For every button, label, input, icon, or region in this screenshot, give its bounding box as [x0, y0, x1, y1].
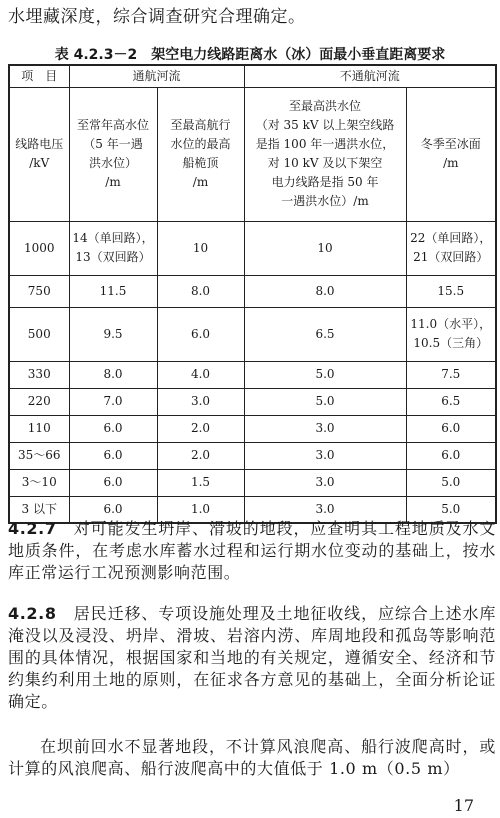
cell-value: 5.0 [244, 361, 406, 388]
cell-value: 6.0 [69, 469, 157, 496]
page-number: 17 [453, 796, 474, 815]
clause-4-2-7 [8, 518, 496, 584]
cell-value: 8.0 [244, 275, 406, 307]
cell-value: 8.0 [157, 275, 244, 307]
cell-value: 4.0 [157, 361, 244, 388]
cell-value: 14（单回路）， 13（双回路） [69, 221, 157, 275]
header-ice-surface: 冬季至冰面 /m [406, 87, 496, 221]
cell-value: 5.0 [244, 388, 406, 415]
cell-value: 3.0 [157, 388, 244, 415]
cell-value: 6.0 [406, 442, 496, 469]
cell-value: 3.0 [244, 415, 406, 442]
clause-text: 居民迁移、专项设施处理及土地征收线，应综合上述水库淹没以及浸没、坍岸、滑坡、岩溶内涝、库周地段和孤岛等影响范围的具体情况，根据国家和当地的有关规定，遵循安全、经济和节约集约利用土地的原则，在征求各方意见的基础上，全面分析论证确定。 [8, 604, 496, 711]
header-non-navigable: 不通航河流 [244, 65, 496, 87]
cell-value: 22（单回路）， 21（双回路） [406, 221, 496, 275]
clause-4-2-8 [8, 603, 496, 713]
table-row [9, 415, 496, 442]
cell-value: 10 [157, 221, 244, 275]
cell-voltage: 750 [9, 275, 69, 307]
cell-voltage: 1000 [9, 221, 69, 275]
table-row [9, 388, 496, 415]
cell-value: 2.0 [157, 442, 244, 469]
cell-value: 6.0 [157, 307, 244, 361]
cell-value: 11.0（水平）， 10.5（三角） [406, 307, 496, 361]
header-normal-high-water: 至常年高水位 （5 年一遇 洪水位） /m [69, 87, 157, 221]
cell-voltage: 110 [9, 415, 69, 442]
cell-voltage: 330 [9, 361, 69, 388]
table-row [9, 221, 496, 275]
cell-value: 7.0 [69, 388, 157, 415]
cell-voltage: 3～10 [9, 469, 69, 496]
cell-value: 6.5 [406, 388, 496, 415]
header-mast-top: 至最高航行 水位的最高 船桅顶 /m [157, 87, 244, 221]
table-row [9, 275, 496, 307]
cell-voltage: 220 [9, 388, 69, 415]
cell-voltage: 500 [9, 307, 69, 361]
cell-value: 5.0 [406, 496, 496, 523]
cell-value: 11.5 [69, 275, 157, 307]
cell-value: 3.0 [244, 442, 406, 469]
cell-value: 9.5 [69, 307, 157, 361]
cell-value: 6.0 [69, 442, 157, 469]
top-text-line: 水埋藏深度，综合调查研究合理确定。 [8, 7, 306, 27]
paragraph-backwater: 在坝前回水不显著地段，不计算风浪爬高、船行波爬高时，或计算的风浪爬高、船行波爬高中的大值低于 1.0 m（0.5 m） [8, 737, 496, 778]
header-max-flood: 至最高洪水位 （对 35 kV 以上架空线路 是指 100 年一遇洪水位， 对 10 kV 及以下架空 电力线路是指 50 年 一遇洪水位）/m [244, 87, 406, 221]
cell-value: 1.0 [157, 496, 244, 523]
cell-value: 10 [244, 221, 406, 275]
cell-value: 8.0 [69, 361, 157, 388]
cell-voltage: 35～66 [9, 442, 69, 469]
cell-value: 3.0 [244, 469, 406, 496]
cell-voltage: 3 以下 [9, 496, 69, 523]
cell-value: 5.0 [406, 469, 496, 496]
clause-text: 对可能发生坍岸、滑坡的地段，应查明其工程地质及水文地质条件，在考虑水库蓄水过程和运行期水位变动的基础上，按水库正常运行工况预测影响范围。 [8, 519, 496, 582]
cell-value: 7.5 [406, 361, 496, 388]
cell-value: 15.5 [406, 275, 496, 307]
table-row [9, 442, 496, 469]
table-row [9, 469, 496, 496]
cell-value: 6.5 [244, 307, 406, 361]
cell-value: 3.0 [244, 496, 406, 523]
header-voltage: 线路电压 /kV [9, 87, 69, 221]
table-caption: 表 4.2.3－2 架空电力线路距离水（冰）面最小垂直距离要求 [54, 47, 446, 63]
header-navigable: 通航河流 [69, 65, 244, 87]
cell-value: 6.0 [406, 415, 496, 442]
table-row [9, 307, 496, 361]
table-row [9, 361, 496, 388]
clearance-table [8, 64, 497, 524]
clause-number: 4.2.8 [8, 604, 57, 623]
cell-value: 6.0 [69, 415, 157, 442]
cell-value: 6.0 [69, 496, 157, 523]
cell-value: 2.0 [157, 415, 244, 442]
clause-number: 4.2.7 [8, 519, 57, 538]
cell-value: 1.5 [157, 469, 244, 496]
header-item: 项 目 [9, 65, 69, 87]
